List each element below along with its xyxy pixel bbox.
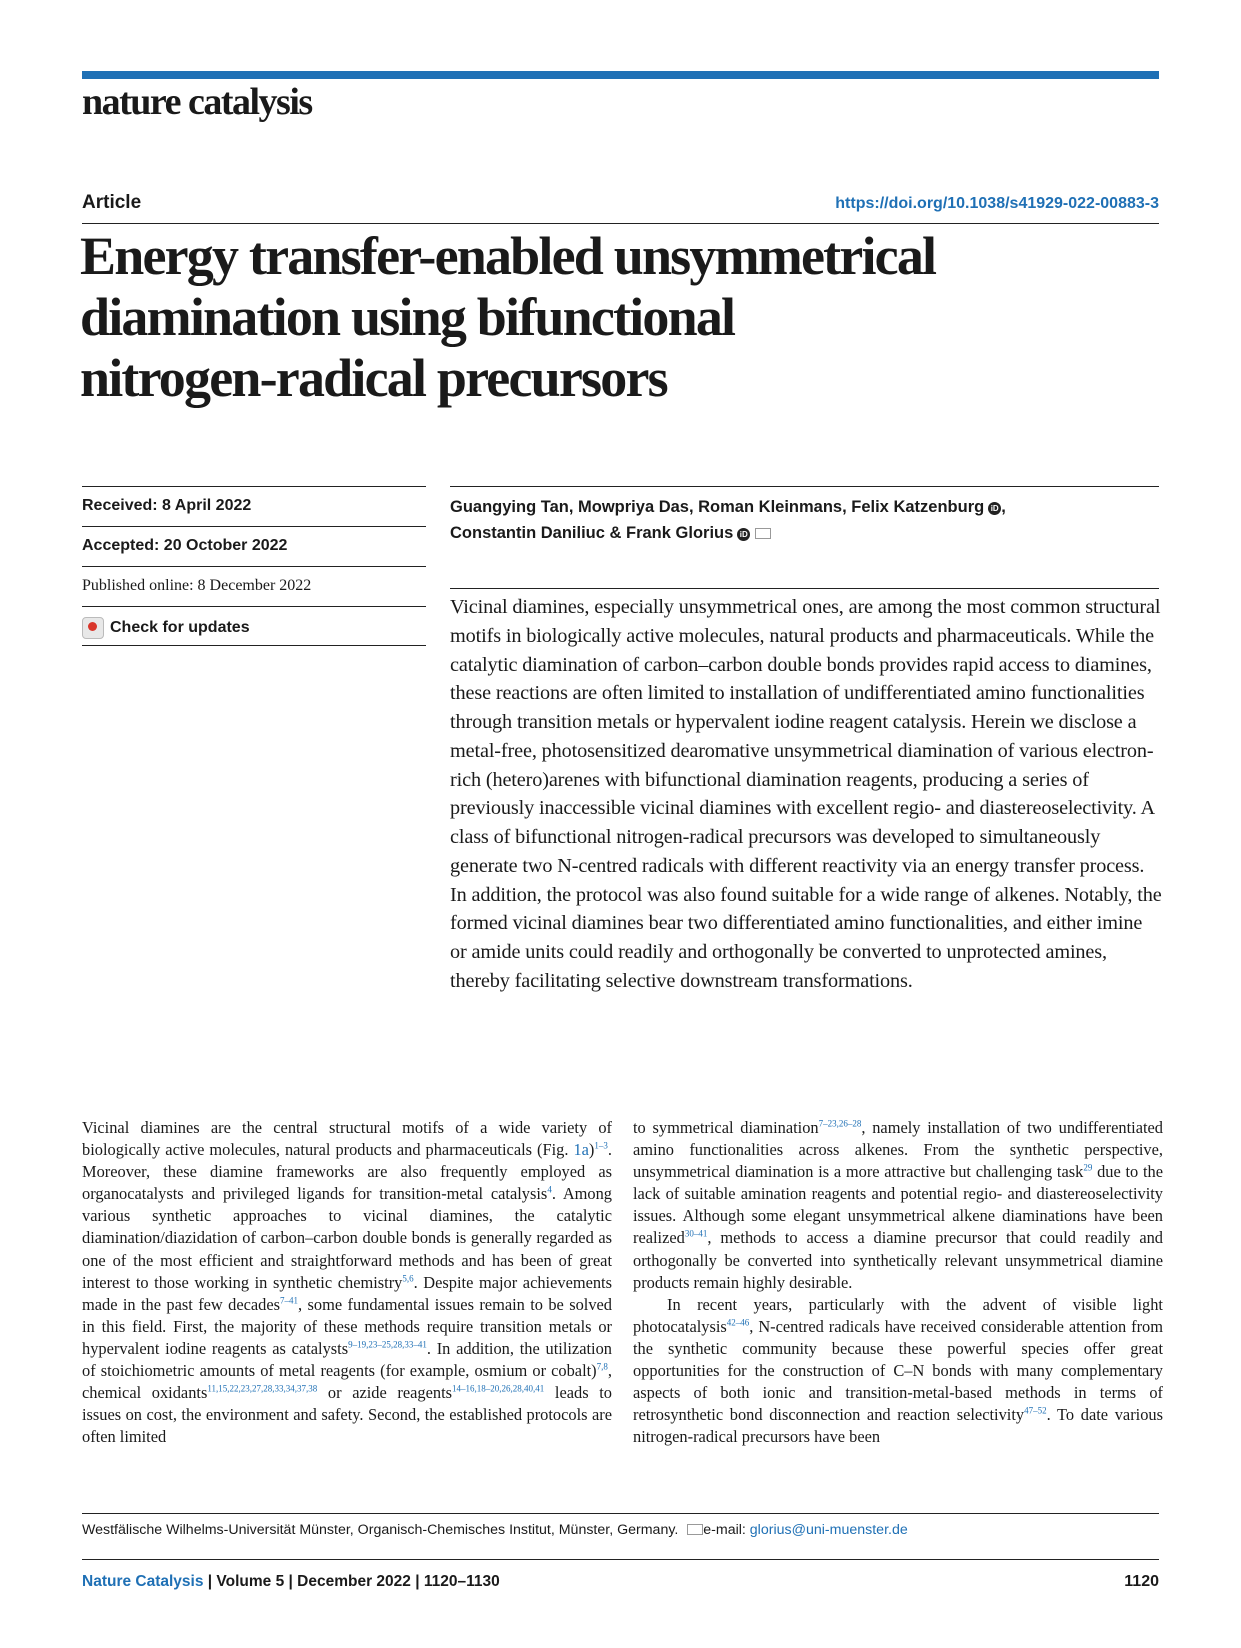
top-accent-bar: [82, 71, 1159, 79]
envelope-icon: [687, 1524, 703, 1535]
citation[interactable]: 7,8: [596, 1361, 608, 1372]
article-title: [80, 226, 1140, 409]
citation-footer: [82, 1573, 500, 1591]
abstract-divider: [450, 588, 1159, 589]
citation[interactable]: 14–16,18–20,26,28,40,41: [452, 1383, 545, 1394]
citation[interactable]: 1–3: [594, 1140, 608, 1151]
check-updates-icon: [82, 617, 104, 639]
abstract: Vicinal diamines, especially unsymmetrical ones, are among the most common structural motifs in biologically active molecules, natural products and pharmaceuticals. While the catalytic diamination of carbon–carbon double bonds provides rapid access to diamines, these reactions are often limited to installation of undifferentiated amino functionalities through transition metals or hypervalent iodine reagent catalysis. Herein we disclose a metal-free, photosensitized dearomative unsymmetrical diamination of various electron-rich (hetero)arenes with bifunctional diamination reagents, producing a series of previously inaccessible vicinal diamines with excellent regio- and diastereoselectivity. A class of bifunctional nitrogen-radical precursors was developed to simultaneously generate two N-centred radicals with different reactivity via an energy transfer process. In addition, the protocol was also found suitable for a wide range of alkenes. Notably, the formed vicinal diamines bear two differentiated amino functionalities, and either imine or amide units could readily and orthogonally be converted to unprotected amines, thereby facilitating selective downstream transformations.: [450, 596, 1162, 992]
citation-text: | Volume 5 | December 2022 | 1120–1130: [203, 1573, 500, 1590]
citation[interactable]: 47–52: [1024, 1405, 1047, 1416]
body-column-left: [82, 1117, 612, 1448]
body-column-right: [633, 1117, 1163, 1448]
author-list: [450, 494, 1159, 546]
orcid-icon[interactable]: iD: [988, 502, 1001, 515]
author-separator: ,: [1001, 498, 1006, 516]
body-paragraph: Vicinal diamines are the central structural motifs of a wide variety of biologically active molecules, natural products and pharmaceuticals (Fig. 1a)$^{1-3}$. Moreover, these diamine frameworks are also frequently employed as organocatalysts and privileged ligands for transition-metal catalysis$^4$. Among various synthetic approaches to vicinal diamines, the catalytic diamination/diazidation of carbon–carbon double bonds is generally regarded as one of the most efficient and straightforward methods and has been of great interest to those working in synthetic chemistry$^{5,6}$. Despite major achievements made in the past few decades$^{7-41}$, some fundamental issues remain to be solved in this field. First, the majority of these methods require transition metals or hypervalent iodine reagents as catalysts$^{9-19,23-25,28,33-41}$. In addition, the utilization of stoichiometric amounts of metal reagents (for example, osmium or cobalt)$^{7,8}$, chemical oxidants$^{11,15,22,23,27,28,33,34,37,38}$ or azide reagents$^{14-16,18-20,26,28,40,41}$ leads to issues on cost, the environment and safety. Second, the established protocols are often limited: [82, 1118, 612, 1447]
title-line: Energy transfer-enabled unsymmetrical: [80, 226, 936, 286]
authors-text: Constantin Daniliuc & Frank Glorius: [450, 524, 734, 542]
authors-text: Guangying Tan, Mowpriya Das, Roman Kleinmans, Felix Katzenburg: [450, 498, 985, 516]
check-updates-row: [82, 606, 426, 646]
header-divider: [82, 223, 1159, 224]
journal-link[interactable]: Nature Catalysis: [82, 1573, 204, 1590]
author-line-1: [450, 494, 1159, 520]
author-line-2: [450, 520, 1159, 546]
email-link[interactable]: glorius@uni-muenster.de: [749, 1522, 908, 1538]
envelope-icon[interactable]: [755, 528, 771, 539]
citation[interactable]: 7–23,26–28: [818, 1118, 862, 1129]
citation[interactable]: 11,15,22,23,27,28,33,34,37,38: [207, 1383, 318, 1394]
publication-dates: [82, 486, 426, 646]
accepted-date: Accepted: 20 October 2022: [82, 526, 426, 566]
footnote-divider: [82, 1513, 1159, 1514]
citation[interactable]: 9–19,23–25,28,33–41: [348, 1339, 427, 1350]
citation[interactable]: 7–41: [280, 1295, 299, 1306]
title-line: diamination using bifunctional: [80, 287, 735, 347]
orcid-icon[interactable]: iD: [737, 528, 750, 541]
check-updates-label: Check for updates: [110, 619, 250, 636]
title-line: nitrogen-radical precursors: [80, 348, 667, 408]
citation[interactable]: 29: [1083, 1162, 1093, 1173]
received-date: Received: 8 April 2022: [82, 486, 426, 526]
published-date: Published online: 8 December 2022: [82, 566, 426, 606]
journal-logo: nature catalysis: [82, 81, 312, 123]
body-paragraph: In recent years, particularly with the advent of visible light photocatalysis$^{42-46}$, N-centred radicals have received considerable attention from the synthetic community because these powerful species offer great opportunities for the construction of C–N bonds with many complementary aspects of both ionic and transition-metal-based methods in terms of retrosynthetic bond disconnection and reaction selectivity$^{47-52}$. To date various nitrogen-radical precursors have been: [633, 1294, 1163, 1447]
check-updates-button[interactable]: [82, 617, 426, 639]
citation[interactable]: 42–46: [726, 1317, 750, 1328]
footer-divider: [82, 1559, 1159, 1560]
affiliation-text: Westfälische Wilhelms-Universität Münster, Organisch-Chemisches Institut, Münster, Germany.: [82, 1522, 679, 1538]
authors-divider: [450, 486, 1159, 487]
body-paragraph: to symmetrical diamination$^{7-23,26-28}$, namely installation of two undifferentiated amino functionalities across alkenes. From the synthetic perspective, unsymmetrical diamination is a more attractive but challenging task$^{29}$ due to the lack of suitable amination reagents and potential regio- and diastereoselectivity issues. Although some elegant unsymmetrical alkene diaminations have been realized$^{30-41}$, methods to access a diamine precursor that could readily and orthogonally be converted into synthetically relevant unsymmetrical diamine products remain highly desirable.: [633, 1118, 1163, 1292]
doi-link[interactable]: https://doi.org/10.1038/s41929-022-00883-3: [835, 195, 1159, 212]
citation[interactable]: 30–41: [684, 1229, 708, 1239]
figure-link[interactable]: 1a: [573, 1140, 589, 1160]
email-label: e-mail:: [703, 1522, 750, 1538]
citation[interactable]: 5,6: [402, 1273, 414, 1284]
page-number: 1120: [1124, 1573, 1159, 1590]
article-type: Article: [82, 192, 142, 213]
affiliation-footnote: [82, 1522, 908, 1538]
citation[interactable]: 4: [547, 1184, 552, 1195]
